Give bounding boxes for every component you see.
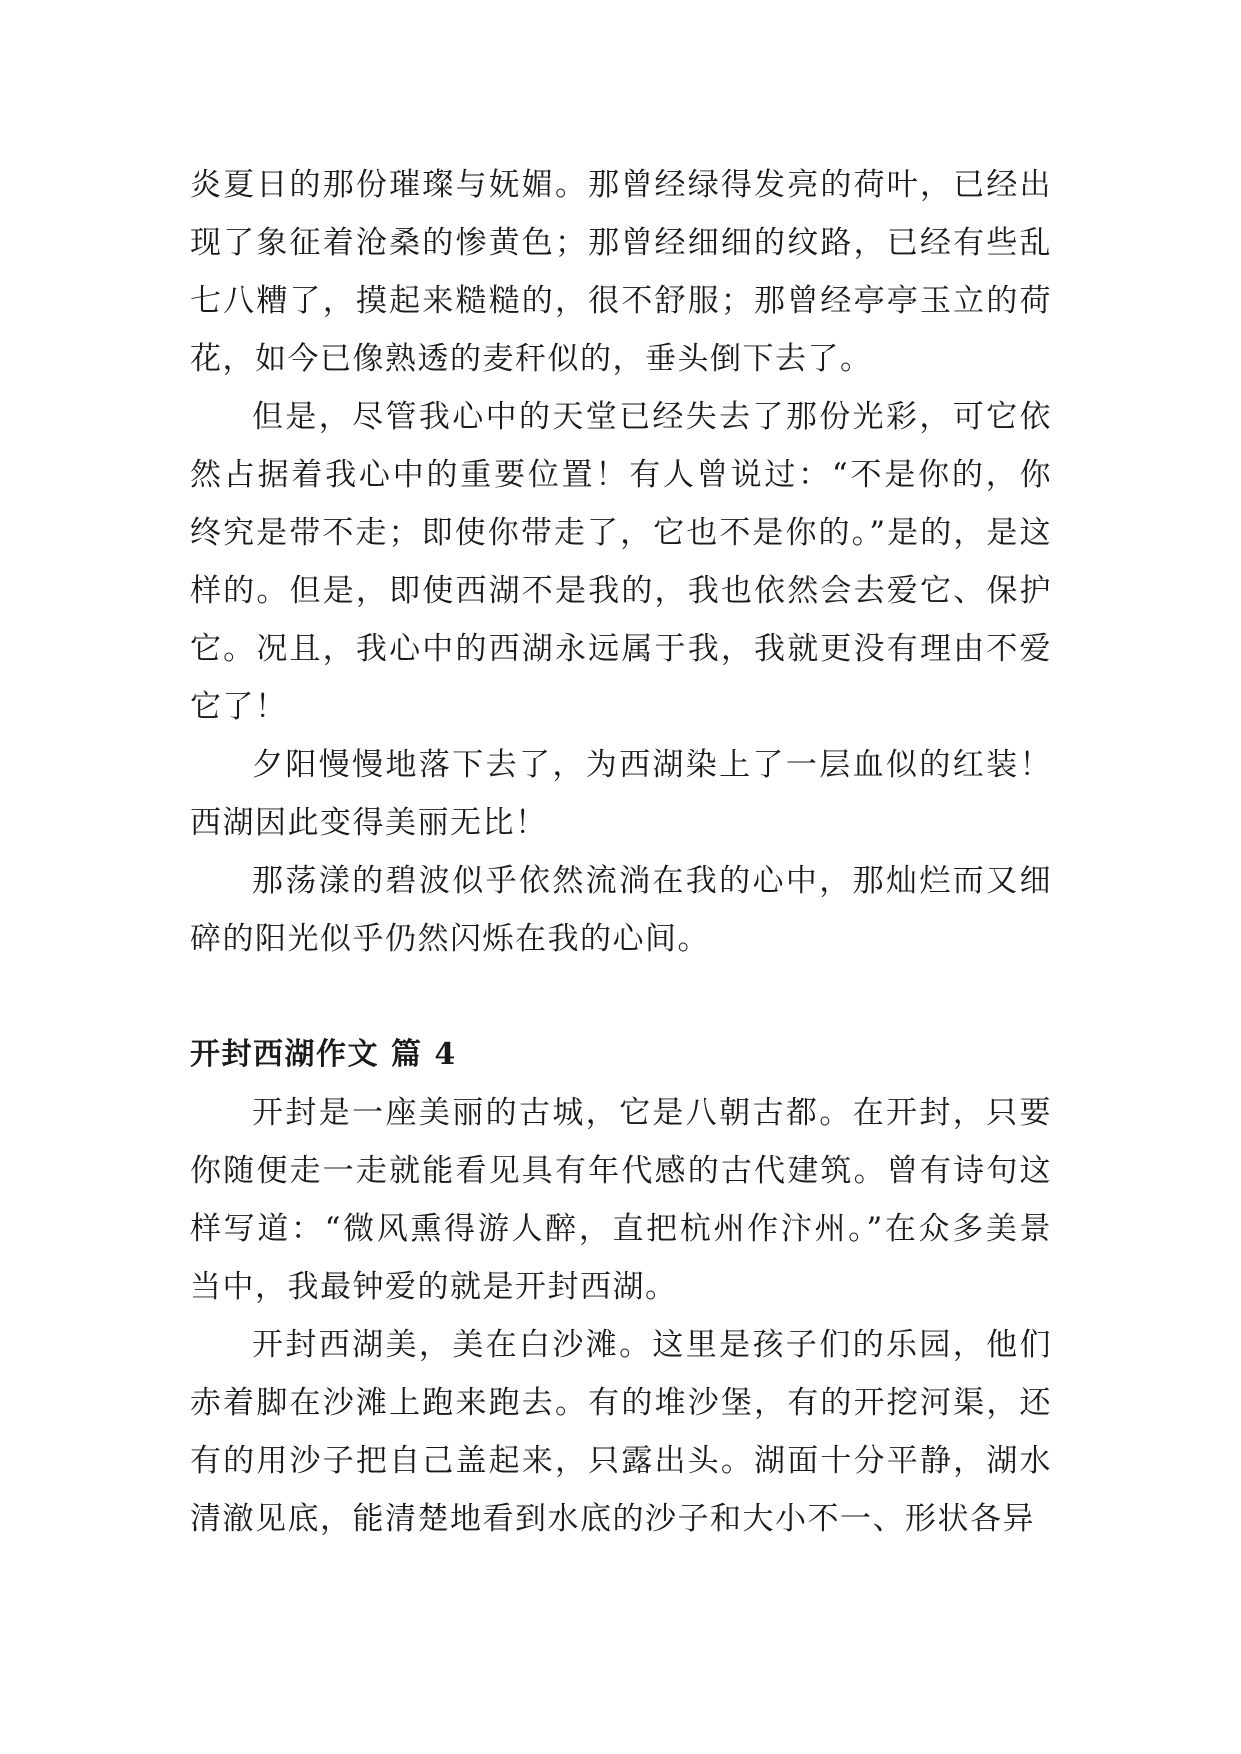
section-heading: 开封西湖作文 篇 4	[190, 1037, 457, 1072]
paragraph: 夕阳慢慢地落下去了，为西湖染上了一层血似的红装！西湖因此变得美丽无比！	[190, 747, 1052, 841]
paragraph-continuation: 炎夏日的那份璀璨与妩媚。那曾经绿得发亮的荷叶，已经出现了象征着沧桑的惨黄色；那曾经细细的纹路，已经有些乱七八糟了，摸起来糙糙的，很不舒服；那曾经亭亭玉立的荷花，如今已像熟透的麦秆似的，垂头倒下去了。	[190, 167, 1052, 377]
document-body	[190, 156, 1052, 1548]
paragraph: 但是，尽管我心中的天堂已经失去了那份光彩，可它依然占据着我心中的重要位置！有人曾说过：“不是你的，你终究是带不走；即使你带走了，它也不是你的。”是的，是这样的。但是，即使西湖不是我的，我也依然会去爱它、保护它。况且，我心中的西湖永远属于我，我就更没有理由不爱它了！	[190, 399, 1052, 725]
section-spacer	[190, 968, 1052, 1026]
paragraph: 开封是一座美丽的古城，它是八朝古都。在开封，只要你随便走一走就能看见具有年代感的古代建筑。曾有诗句这样写道：“微风熏得游人醉，直把杭州作汴州。”在众多美景当中，我最钟爱的就是开封西湖。	[190, 1095, 1052, 1305]
paragraph: 那荡漾的碧波似乎依然流淌在我的心中，那灿烂而又细碎的阳光似乎仍然闪烁在我的心间。	[190, 863, 1052, 957]
paragraph: 开封西湖美，美在白沙滩。这里是孩子们的乐园，他们赤着脚在沙滩上跑来跑去。有的堆沙堡，有的开挖河渠，还有的用沙子把自己盖起来，只露出头。湖面十分平静，湖水清澈见底，能清楚地看到水底的沙子和大小不一、形状各异	[190, 1327, 1052, 1537]
